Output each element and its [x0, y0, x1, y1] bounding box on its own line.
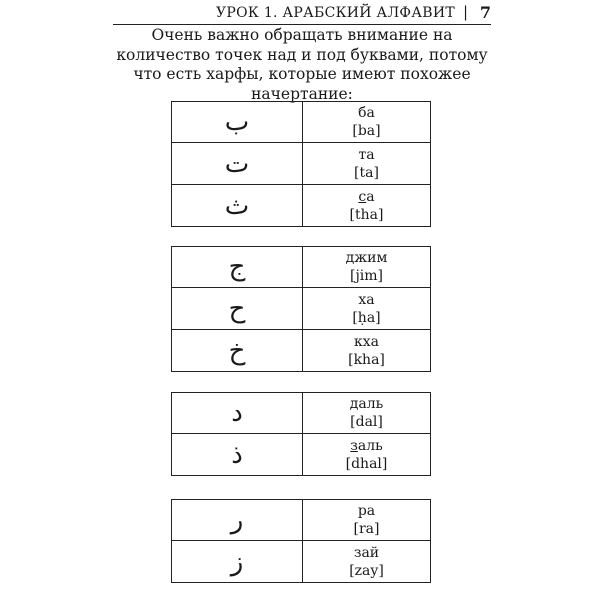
- letter-name: ха: [358, 291, 375, 308]
- letter-table-1: [171, 101, 431, 227]
- letter-translit: [jim]: [349, 268, 384, 284]
- letter-translit: [ra]: [353, 521, 380, 537]
- letter-translit: [ḥa]: [352, 309, 381, 326]
- arabic-letter: ذ: [172, 434, 303, 475]
- table-row: [171, 288, 431, 330]
- letter-names: [303, 393, 430, 433]
- letter-table-3: [171, 392, 431, 476]
- letter-name: ра: [357, 503, 376, 519]
- intro-paragraph: Очень важно обращать внимание на количество точек над и под буквами, потому что есть харфы, которые имеют похожее начертание:: [116, 26, 488, 103]
- letter-name: джим: [345, 250, 388, 266]
- arabic-letter: ت: [172, 143, 303, 184]
- header-separator: |: [462, 3, 468, 21]
- table-row: [171, 434, 431, 476]
- arabic-letter: ر: [172, 500, 303, 540]
- letter-translit: [zay]: [349, 562, 384, 579]
- table-row: [171, 246, 431, 288]
- table-row: [171, 185, 431, 227]
- letter-names: [303, 288, 430, 329]
- letter-table-4: [171, 499, 431, 583]
- letter-names: [303, 247, 430, 287]
- letter-name: зай: [353, 544, 380, 561]
- arabic-letter: ج: [172, 247, 303, 287]
- letter-names: [303, 541, 430, 582]
- letter-name: даль: [349, 396, 384, 412]
- letter-names: [303, 330, 430, 371]
- arabic-letter: د: [172, 393, 303, 433]
- arabic-letter: ث: [172, 185, 303, 226]
- letter-names: [303, 143, 430, 184]
- letter-table-2: [171, 246, 431, 372]
- letter-name: ба: [358, 105, 375, 121]
- letter-name: та: [358, 146, 375, 163]
- table-row: [171, 143, 431, 185]
- letter-translit: [dal]: [350, 414, 383, 430]
- letter-name: са: [358, 188, 375, 205]
- arabic-letter: خ: [172, 330, 303, 371]
- letter-names: [303, 434, 430, 475]
- letter-translit: [tha]: [349, 206, 384, 223]
- table-row: [171, 392, 431, 434]
- page-header: [113, 0, 491, 25]
- letter-names: [303, 102, 430, 142]
- chapter-title: УРОК 1. АРАБСКИЙ АЛФАВИТ: [216, 5, 455, 21]
- arabic-letter: ح: [172, 288, 303, 329]
- arabic-letter: ز: [172, 541, 303, 582]
- letter-name: заль: [350, 437, 383, 454]
- letter-translit: [ba]: [352, 123, 381, 139]
- table-row: [171, 330, 431, 372]
- letter-names: [303, 500, 430, 540]
- table-row: [171, 101, 431, 143]
- table-row: [171, 499, 431, 541]
- letter-name: кха: [354, 333, 379, 350]
- arabic-letter: ب: [172, 102, 303, 142]
- letter-translit: [ta]: [354, 164, 379, 181]
- letter-translit: [kha]: [348, 351, 385, 368]
- table-row: [171, 541, 431, 583]
- page-number: 7: [479, 3, 491, 22]
- letter-translit: [dhal]: [345, 455, 388, 472]
- letter-names: [303, 185, 430, 226]
